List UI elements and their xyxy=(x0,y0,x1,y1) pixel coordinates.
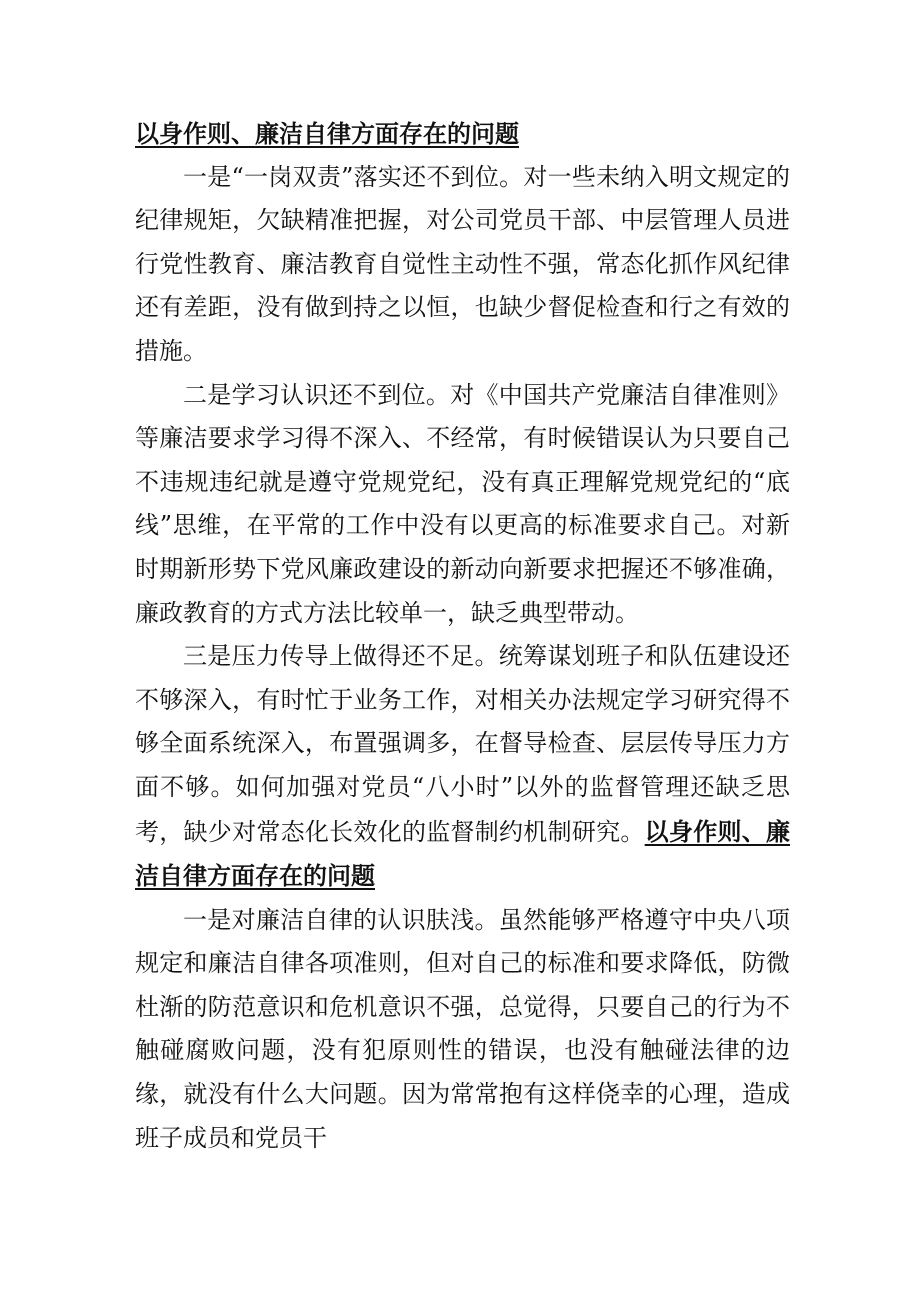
paragraph-2: 二是学习认识还不到位。对《中国共产党廉洁自律准则》等廉洁要求学习得不深入、不经常，有时候错误认为只要自己不违规违纪就是遵守党规党纪，没有真正理解党规党纪的“底线”思维，在平常的工作中没有以更高的标准要求自己。对新时期新形势下党风廉政建设的新动向新要求把握还不够准确，廉政教育的方式方法比较单一，缺乏典型带动。 xyxy=(135,380,790,627)
paragraph-3-text: 三是压力传导上做得还不足。统筹谋划班子和队伍建设还不够深入，有时忙于业务工作，对相关办法规定学习研究得不够全面系统深入，布置强调多，在督导检查、层层传导压力方面不够。如何加强对党员“八小时”以外的监督管理还缺乏思考，缺少对常态化长效化的监督制约机制研究。 xyxy=(135,642,790,846)
inline-section-heading: 以身作则、廉洁自律方面存在的问题 xyxy=(135,816,791,891)
document-body xyxy=(135,112,790,1160)
paragraph-3 xyxy=(135,635,790,899)
paragraph-4: 一是对廉洁自律的认识肤浅。虽然能够严格遵守中央八项规定和廉洁自律各项准则，但对自己的标准和要求降低，防微杜渐的防范意识和危机意识不强，总觉得，只要自己的行为不触碰腐败问题，没有犯原则性的错误，也没有触碰法律的边缘，就没有什么大问题。因为常常抱有这样侥幸的心理，造成班子成员和党员干 xyxy=(135,905,790,1152)
section-heading: 以身作则、廉洁自律方面存在的问题 xyxy=(135,119,519,148)
paragraph-1: 一是“一岗双责”落实还不到位。对一些未纳入明文规定的纪律规矩，欠缺精准把握，对公司党员干部、中层管理人员进行党性教育、廉洁教育自觉性主动性不强，常态化抓作风纪律还有差距，没有做到持之以恒，也缺少督促检查和行之有效的措施。 xyxy=(135,162,790,365)
